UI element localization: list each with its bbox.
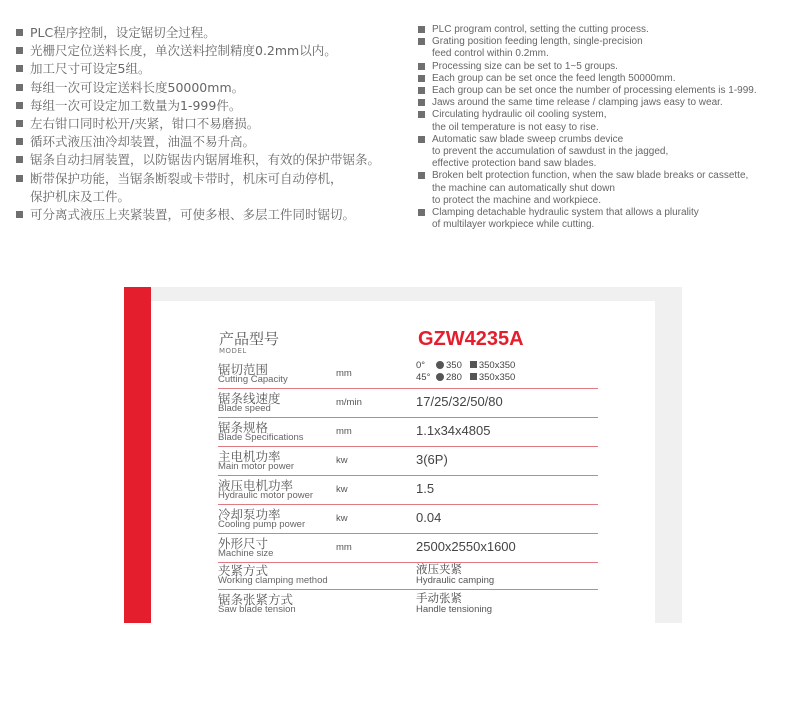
- square-bullet-icon: [16, 120, 23, 127]
- feature-cn-text: 左右钳口同时松开/夹紧，钳口不易磨损。: [30, 116, 260, 132]
- feature-en-text: Processing size can be set to 1~5 groups.: [432, 60, 618, 72]
- spec-label-en: Blade speed: [218, 403, 271, 414]
- spec-value: 3(6P): [416, 452, 448, 467]
- capacity-angle: 45°: [416, 372, 431, 383]
- square-bullet-icon: [16, 156, 23, 163]
- feature-en-text: the oil temperature is not easy to rise.: [432, 121, 599, 133]
- feature-cn-item: [14, 60, 404, 78]
- feature-en-item: [416, 97, 800, 109]
- square-bullet-icon: [16, 29, 23, 36]
- spec-value-cn: 液压夹紧: [416, 562, 462, 576]
- spec-label-en: Machine size: [218, 548, 274, 559]
- feature-cn-text: 加工尺寸可设定5组。: [30, 61, 151, 77]
- spec-value: 0.04: [416, 510, 442, 525]
- feature-en-text: Each group can be set once the number of processing elements is 1-999.: [432, 85, 757, 97]
- square-bullet-icon: [16, 211, 23, 218]
- feature-cn-text: 每组一次可设定送料长度50000mm。: [30, 79, 245, 95]
- feature-en-text: to protect the machine and workpiece.: [432, 194, 601, 206]
- feature-en-text: Grating position feeding length, single-precision: [432, 36, 643, 48]
- spec-row: [218, 447, 598, 476]
- spec-label-cn: 锯条规格: [218, 420, 269, 435]
- spec-value-en: Handle tensioning: [416, 604, 493, 615]
- square-bullet-icon: [418, 209, 425, 216]
- square-bullet-icon: [16, 102, 23, 109]
- feature-en-text: to prevent the accumulation of sawdust in the jagged,: [432, 146, 669, 158]
- spec-label-en: Working clamping method: [218, 575, 328, 586]
- square-bullet-icon: [418, 99, 425, 106]
- round-section-icon: [436, 361, 444, 369]
- feature-en-text: Jaws around the same time release / clamping jaws easy to wear.: [432, 97, 723, 109]
- spec-row: [218, 476, 598, 505]
- feature-en-item: [416, 24, 800, 36]
- feature-cn-text: 断带保护功能，当锯条断裂或卡带时，机床可自动停机，: [30, 170, 343, 186]
- spec-unit: mm: [336, 426, 352, 437]
- feature-en-text: Each group can be set once the feed length 50000mm.: [432, 72, 676, 84]
- spec-row: [218, 561, 598, 590]
- square-bullet-icon: [418, 111, 425, 118]
- round-section-icon: [436, 373, 444, 381]
- feature-en-item: [416, 85, 800, 97]
- spec-label-cn: 锯条线速度: [218, 391, 281, 406]
- feature-en-item: [416, 73, 800, 85]
- feature-cn-text: 光栅尺定位送料长度，单次送料控制精度0.2mm以内。: [30, 43, 337, 59]
- spec-value: 2500x2550x1600: [416, 539, 516, 554]
- capacity-round-value: 350: [446, 360, 462, 371]
- spec-label-en: Cooling pump power: [218, 519, 306, 530]
- spec-row-capacity: [218, 360, 598, 389]
- capacity-square-value: 350x350: [478, 360, 516, 371]
- square-bullet-icon: [16, 138, 23, 145]
- feature-cn-text: 可分离式液压上夹紧装置，可使多根、多层工件同时锯切。: [30, 207, 356, 223]
- feature-cn-text: 锯条自动扫屑装置，以防锯齿内锯屑堆积，有效的保护带锯条。: [30, 152, 381, 168]
- features-list-english: [416, 24, 800, 231]
- square-bullet-icon: [16, 65, 23, 72]
- spec-unit: kw: [336, 484, 348, 495]
- capacity-square-value: 350x350: [478, 372, 516, 383]
- spec-value: 17/25/32/50/80: [416, 394, 503, 409]
- square-bullet-icon: [418, 136, 425, 143]
- capacity-line-45deg: [416, 372, 515, 383]
- spec-value-en: Hydraulic camping: [416, 575, 495, 586]
- spec-label-en: Blade Specifications: [218, 432, 304, 443]
- spec-unit: mm: [336, 542, 352, 553]
- feature-cn-text: 每组一次可设定加工数量为1-999件。: [30, 97, 242, 113]
- spec-row: [218, 389, 598, 418]
- spec-row: [218, 534, 598, 563]
- spec-label-cn: 锯切范围: [218, 362, 269, 377]
- feature-en-text: feed control within 0.2mm.: [432, 48, 549, 60]
- spec-row: [218, 418, 598, 447]
- capacity-line-0deg: [416, 360, 515, 371]
- feature-en-text: Circulating hydraulic oil cooling system,: [432, 109, 607, 121]
- spec-card-top-band: [151, 287, 682, 301]
- spec-label-en: Cutting Capacity: [218, 374, 288, 385]
- spec-label-en: Hydraulic motor power: [218, 490, 314, 501]
- feature-en-text: Broken belt protection function, when the saw blade breaks or cassette,: [432, 170, 749, 182]
- square-bullet-icon: [418, 26, 425, 33]
- feature-cn-item: [14, 79, 404, 97]
- square-bullet-icon: [16, 47, 23, 54]
- feature-en-item: [416, 109, 800, 133]
- spec-unit: kw: [336, 513, 348, 524]
- spec-label-cn: 主电机功率: [218, 449, 281, 464]
- spec-label-en: Main motor power: [218, 461, 295, 472]
- square-bullet-icon: [418, 87, 425, 94]
- spec-card-red-bar: [124, 287, 151, 623]
- square-bullet-icon: [418, 63, 425, 70]
- feature-cn-item: [14, 42, 404, 60]
- feature-en-item: [416, 207, 800, 231]
- feature-en-text: effective protection band saw blades.: [432, 158, 597, 170]
- feature-cn-text: 保护机床及工件。: [30, 188, 131, 204]
- feature-en-text: the machine can automatically shut down: [432, 182, 615, 194]
- feature-en-item: [416, 134, 800, 171]
- feature-en-item: [416, 170, 800, 207]
- feature-cn-item: [14, 133, 404, 151]
- spec-label-cn: 外形尺寸: [218, 536, 269, 551]
- spec-unit: m/min: [336, 397, 362, 408]
- square-section-icon: [470, 373, 477, 380]
- feature-en-item: [416, 61, 800, 73]
- spec-label-cn: 夹紧方式: [218, 563, 269, 578]
- feature-en-text: Clamping detachable hydraulic system that allows a plurality: [432, 207, 699, 219]
- feature-en-text: of multilayer workpiece while cutting.: [432, 219, 595, 231]
- feature-en-item: [416, 36, 800, 60]
- square-bullet-icon: [418, 38, 425, 45]
- model-label-en: MODEL: [219, 347, 247, 355]
- spec-label-cn: 锯条张紧方式: [218, 592, 294, 607]
- spec-label-cn: 冷却泵功率: [218, 507, 281, 522]
- spec-unit: kw: [336, 455, 348, 466]
- square-bullet-icon: [16, 175, 23, 182]
- feature-en-text: Automatic saw blade sweep crumbs device: [432, 133, 624, 145]
- feature-cn-item: [14, 206, 404, 224]
- model-label-cn: 产品型号: [219, 330, 280, 348]
- spec-unit: mm: [336, 368, 352, 379]
- feature-cn-text: 循环式液压油冷却装置，油温不易升高。: [30, 134, 256, 150]
- spec-value: 1.1x34x4805: [416, 423, 491, 438]
- spec-value: 1.5: [416, 481, 435, 496]
- square-bullet-icon: [418, 75, 425, 82]
- spec-row: [218, 505, 598, 534]
- square-bullet-icon: [16, 84, 23, 91]
- capacity-angle: 0°: [416, 360, 426, 371]
- square-section-icon: [470, 361, 477, 368]
- feature-cn-item: [14, 97, 404, 115]
- model-value: GZW4235A: [418, 328, 524, 350]
- spec-label-cn: 液压电机功率: [218, 478, 294, 493]
- feature-cn-item: [14, 115, 404, 133]
- feature-cn-text: PLC程序控制，设定锯切全过程。: [30, 25, 216, 40]
- square-bullet-icon: [418, 172, 425, 179]
- feature-cn-item: [14, 170, 404, 206]
- spec-label-en: Saw blade tension: [218, 604, 296, 615]
- spec-row: [218, 590, 598, 618]
- feature-en-text: PLC program control, setting the cutting process.: [432, 24, 649, 35]
- feature-cn-item: [14, 24, 404, 42]
- features-list-chinese: [14, 24, 404, 224]
- feature-cn-item: [14, 151, 404, 169]
- spec-value-cn: 手动张紧: [416, 591, 462, 605]
- capacity-round-value: 280: [446, 372, 462, 383]
